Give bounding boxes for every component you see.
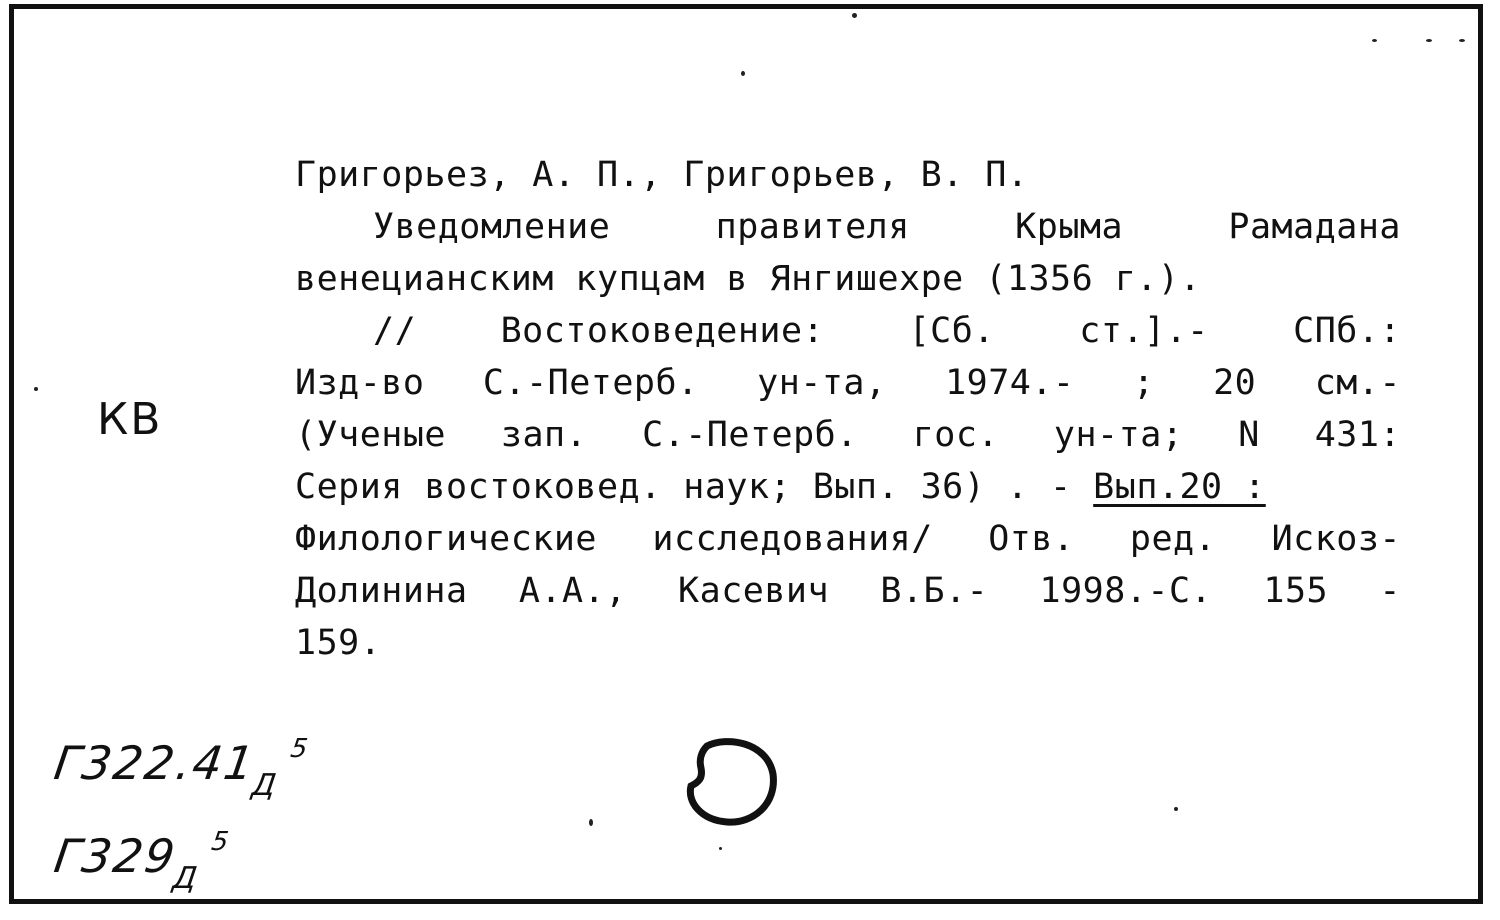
entry-line-authors: Григорьез, А. П., Григорьев, В. П. [295, 155, 1029, 195]
entry-line-series-text: Серия востоковед. наук; Вып. 36) . - [295, 467, 1072, 507]
entry-line-title-cont: венецианским купцам в Янгишехре (1356 г.). [295, 259, 1202, 299]
shelf-mark-2-sub: Д [170, 861, 201, 896]
catalog-card [9, 4, 1483, 904]
shelf-mark-1-main: Г322.41 [50, 736, 260, 790]
dust-speck [34, 387, 38, 391]
shelf-mark-2-sup: 5 [209, 827, 233, 857]
punch-hole-icon [677, 732, 787, 832]
shelf-mark-1-sub: Д [249, 768, 281, 803]
dust-speck [1174, 807, 1178, 811]
shelf-mark-2-main: Г329 [50, 829, 181, 883]
entry-line-publisher: Изд-во С.-Петерб. ун-та, 1974.- ; 20 см.- [295, 363, 1401, 403]
entry-line-series-cont [295, 461, 1401, 513]
entry-line-title: Уведомление правителя Крыма Рамадана [373, 207, 1401, 247]
issue-number: Вып.20 : [1093, 467, 1266, 507]
shelf-mark-1 [49, 734, 311, 803]
margin-mark: КВ [97, 394, 163, 445]
entry-line-series: (Ученые зап. С.-Петерб. гос. ун-та; N 431: [295, 415, 1401, 455]
dust-speck [1426, 39, 1432, 42]
entry-line-editors: Долинина А.А., Касевич В.Б.- 1998.-С. 155 - [295, 571, 1401, 611]
entry-line-source: // Востоковедение: [Сб. ст.].- СПб.: [373, 311, 1401, 351]
dust-speck [589, 819, 593, 826]
dust-speck [852, 13, 857, 18]
dust-speck [719, 847, 722, 850]
shelf-mark-1-sup: 5 [288, 734, 312, 764]
bibliographic-entry [295, 149, 1401, 669]
dust-speck [741, 71, 745, 76]
dust-speck [1459, 39, 1465, 42]
shelf-mark-2 [49, 827, 232, 896]
dust-speck [1372, 39, 1377, 42]
entry-line-subtitle: Филологические исследования/ Отв. ред. Искоз- [295, 519, 1401, 559]
entry-line-pages: 159. [295, 623, 382, 663]
